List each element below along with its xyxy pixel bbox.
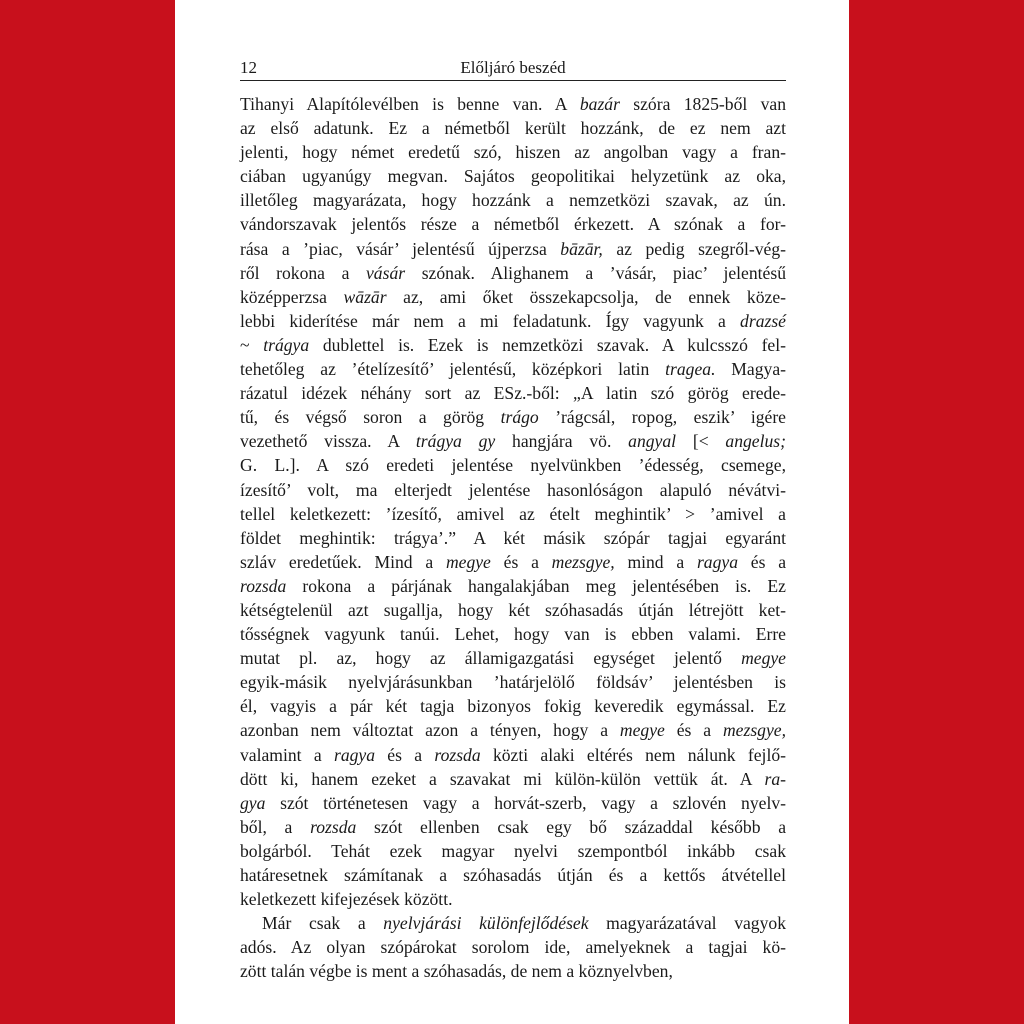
italic-term: nyelvjárási különfejlődések <box>383 913 589 934</box>
text-run: [< <box>676 431 726 452</box>
text-line <box>240 959 786 983</box>
text-line <box>240 478 786 502</box>
italic-term: megye <box>741 648 786 669</box>
text-line <box>240 237 786 261</box>
text-line <box>240 429 786 453</box>
book-page <box>175 0 849 1024</box>
page-header <box>240 56 786 81</box>
italic-term: ragya <box>333 744 376 765</box>
text-line <box>240 164 786 188</box>
text-line <box>240 718 786 742</box>
text-run: lebbi kiderítése már nem a mi feladatunk. Így vagyunk a <box>240 310 741 331</box>
italic-term: angyal <box>628 431 677 452</box>
text-run: tellel keletkezett: ’ízesítő, amivel az ételt meghintik’ > ’amivel a <box>240 503 786 524</box>
text-line <box>240 767 786 791</box>
text-run: keletkezett kifejezések között. <box>240 889 453 910</box>
text-run: és a <box>375 744 435 765</box>
text-line <box>240 887 786 911</box>
text-line <box>240 188 786 212</box>
body-text <box>240 92 786 983</box>
text-run: szót ellenben csak egy bő századdal később a <box>356 816 786 837</box>
text-run: és a <box>490 551 552 572</box>
text-run: határesetnek számítanak a szóhasadás útján és a kettős átvétellel <box>240 865 786 885</box>
text-run: egyik-másik nyelvjárásunkban ’határjelölő földsáv’ jelentésben is <box>240 672 786 693</box>
italic-term: bazár <box>579 94 620 114</box>
text-line <box>240 863 786 887</box>
text-run: zött talán végbe is ment a szóhasadás, de nem a köznyelvben, <box>240 961 673 982</box>
text-run: tehetőleg az ’ételízesítő’ jelentésű, középkori latin <box>240 359 666 380</box>
text-run: földet meghintik: trágya’.” A két másik szópár tagjai egyaránt <box>240 527 786 548</box>
text-run: ’rágcsál, ropog, eszik’ igére <box>538 407 786 428</box>
text-line <box>240 333 786 357</box>
text-run: mind a <box>614 551 697 572</box>
italic-term: gya <box>240 792 266 813</box>
text-line <box>240 839 786 863</box>
text-run: vándorszavak jelentős része a németből érkezett. A szónak a for- <box>240 214 786 235</box>
text-run: adós. Az olyan szópárokat sorolom ide, amelyeknek a tagjai kö- <box>240 937 786 958</box>
text-run: rokona a párjának hangalakjában meg jelentésében is. Ez <box>286 575 786 596</box>
italic-term: rozsda <box>434 744 481 765</box>
italic-term: vásár <box>366 262 406 283</box>
text-run: az, ami őket összekapcsolja, de ennek köze- <box>386 286 786 307</box>
text-run: illetőleg magyarázata, hogy hozzánk a nemzetközi szavak, az ún. <box>240 190 786 211</box>
text-run: dött ki, hanem ezeket a szavakat mi külön-külön vettük át. A <box>240 768 765 789</box>
text-run: jelenti, hogy német eredetű szó, hiszen az angolban vagy a fran- <box>240 142 786 163</box>
text-run: él, vagyis a pár két tagja bizonyos fokig keveredik egymással. Ez <box>240 696 786 717</box>
running-title: Előljáró beszéd <box>460 58 566 77</box>
text-run: szót történetesen vagy a horvát-szerb, vagy a szlovén nyelv- <box>265 792 786 813</box>
left-red-margin <box>0 0 175 1024</box>
text-run: tősségnek vagyunk tanúi. Lehet, hogy van is ebben valami. Erre <box>240 624 786 645</box>
text-line <box>240 92 786 116</box>
text-run: G. L.]. A szó eredeti jelentése nyelvünkben ’édesség, csemege, <box>240 455 786 476</box>
text-line <box>240 453 786 477</box>
text-line <box>240 646 786 670</box>
italic-term: tragea. <box>665 359 716 380</box>
italic-term: angelus; <box>725 431 786 452</box>
italic-term: ragya <box>696 551 738 572</box>
text-run: azonban nem változtat azon a tényen, hogy a <box>240 720 620 741</box>
text-run: az első adatunk. Ez a németből került hozzánk, de ez nem azt <box>240 118 786 139</box>
italic-term: drazsé <box>740 310 786 331</box>
text-line <box>240 911 786 935</box>
text-line <box>240 598 786 622</box>
text-line <box>240 743 786 767</box>
italic-term: mezsgye, <box>722 720 786 741</box>
text-run: rása a ’piac, vásár’ jelentésű újperzsa <box>240 238 561 259</box>
text-line <box>240 140 786 164</box>
italic-term: wāzār <box>343 286 387 307</box>
text-run: és a <box>664 720 723 741</box>
text-run: Tihanyi Alapítólevélben is benne van. A <box>240 94 580 114</box>
italic-term: megye <box>619 720 665 741</box>
text-run: és a <box>738 551 786 572</box>
italic-term: trágya <box>263 334 310 355</box>
text-run: szláv eredetűek. Mind a <box>240 551 446 572</box>
text-line <box>240 935 786 959</box>
italic-term: trágo <box>500 407 539 428</box>
italic-term: megye <box>445 551 491 572</box>
italic-term: rozsda <box>310 816 357 837</box>
text-line <box>240 405 786 429</box>
right-red-margin <box>849 0 1024 1024</box>
text-run: vezethető vissza. A <box>240 431 416 452</box>
text-run: ből, a <box>240 816 311 837</box>
text-run: hangjára vö. <box>495 431 629 452</box>
italic-term: mezsgye, <box>551 551 615 572</box>
text-run: kétségtelenül azt sugallja, hogy két szóhasadás útján létrejött ket- <box>240 599 786 620</box>
text-run: magyarázatával vagyok <box>588 913 786 934</box>
text-run: mutat pl. az, hogy az államigazgatási egységet jelentő <box>240 648 742 669</box>
text-run: Már csak a <box>262 913 384 934</box>
text-run: tű, és végső soron a görög <box>240 407 501 428</box>
text-line <box>240 815 786 839</box>
text-line <box>240 526 786 550</box>
text-line <box>240 502 786 526</box>
text-line <box>240 574 786 598</box>
text-line <box>240 212 786 236</box>
text-line <box>240 309 786 333</box>
text-line <box>240 381 786 405</box>
text-run: ről rokona a <box>240 262 366 283</box>
text-run: bolgárból. Tehát ezek magyar nyelvi szempontból inkább csak <box>240 840 786 861</box>
text-line <box>240 550 786 574</box>
text-line <box>240 285 786 309</box>
text-run: rázatul idézek néhány sort az ESz.-ből: „A latin szó görög erede- <box>240 383 786 404</box>
text-line <box>240 694 786 718</box>
text-line <box>240 261 786 285</box>
text-run: az pedig szegről-vég- <box>602 238 786 259</box>
text-run: szónak. Alighanem a ’vásár, piac’ jelentésű <box>405 262 787 283</box>
text-run: Magya- <box>715 359 786 380</box>
page-number: 12 <box>240 58 257 77</box>
text-run: középperzsa <box>240 286 344 307</box>
text-run: ízesítő’ volt, ma elterjedt jelentése hasonlóságon alapuló névátvi- <box>240 479 786 500</box>
italic-term: bāzār, <box>560 238 603 259</box>
italic-term: trágya gy <box>415 431 496 452</box>
text-run: közti alaki eltérés nem nálunk fejlő- <box>480 744 786 765</box>
text-line <box>240 357 786 381</box>
text-run: dublettel is. Ezek is nemzetközi szavak. A kulcsszó fel- <box>309 334 786 355</box>
text-line <box>240 791 786 815</box>
text-run: szóra 1825-ből van <box>619 94 787 114</box>
text-run: valamint a <box>240 744 334 765</box>
text-run: ciában ugyanúgy megvan. Sajátos geopolitikai helyzetünk az oka, <box>240 166 786 187</box>
text-run: ~ <box>240 334 264 355</box>
text-line <box>240 622 786 646</box>
text-line <box>240 670 786 694</box>
text-line <box>240 116 786 140</box>
italic-term: rozsda <box>240 575 287 596</box>
italic-term: ra- <box>764 768 786 789</box>
